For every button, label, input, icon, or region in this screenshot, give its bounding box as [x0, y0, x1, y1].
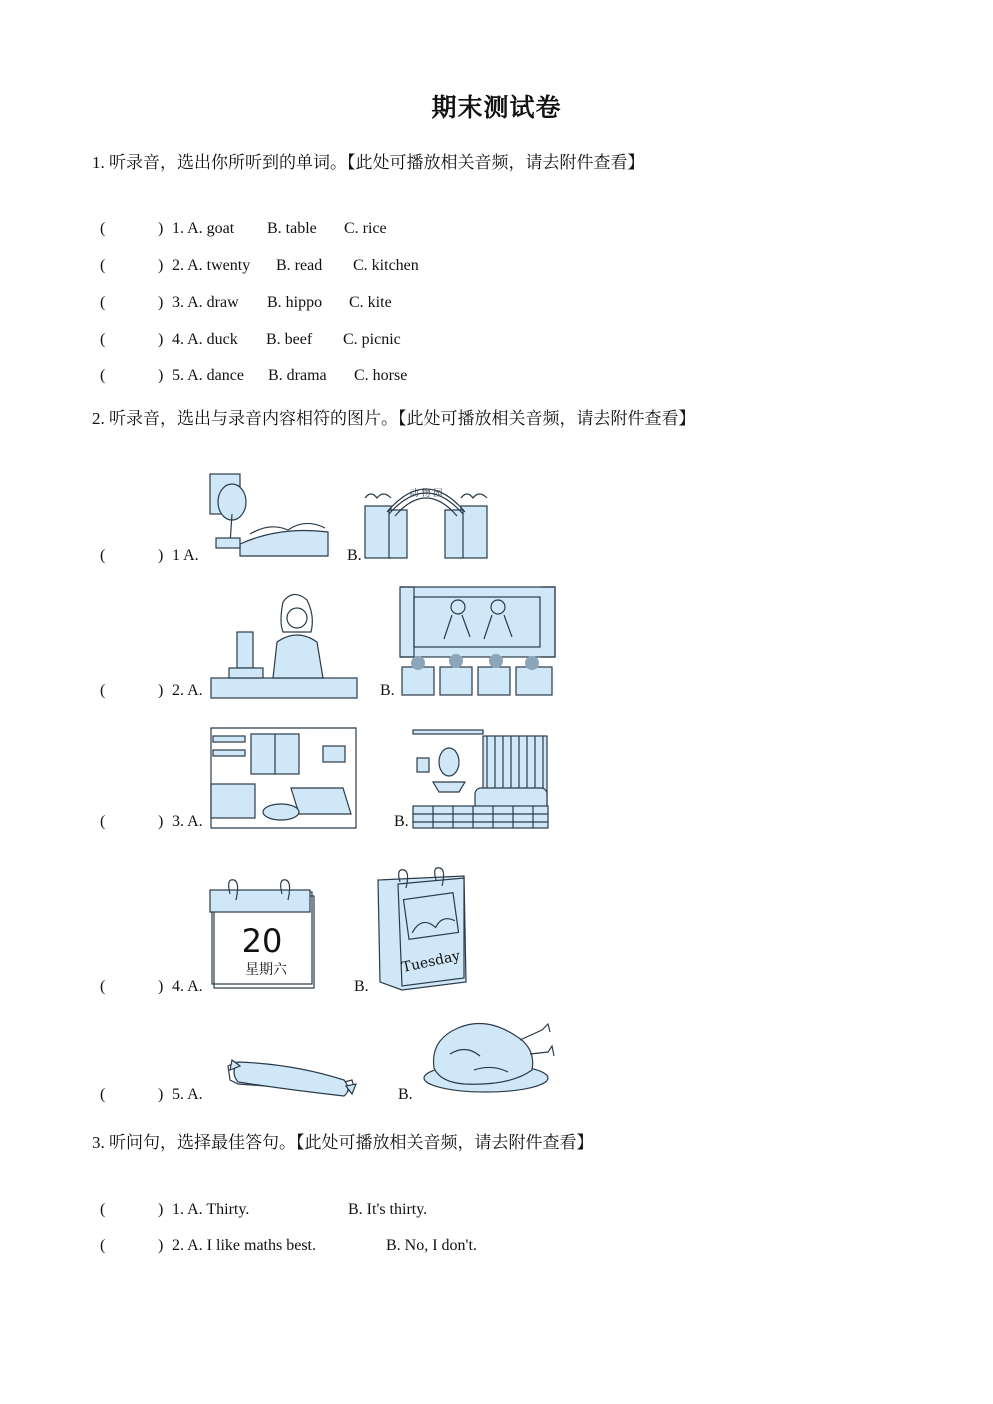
answer-blank-open[interactable]: ( — [100, 547, 106, 564]
s3-item-2: ( ) 2. A. I like maths best. B. No, I don't. — [100, 1237, 477, 1254]
s1-item-3: ( ) 3. A. draw B. hippo C. kite — [100, 294, 392, 311]
s2-item-2: ( ) 2. A. — [100, 682, 203, 699]
bathroom-illustration[interactable] — [413, 728, 548, 828]
s2-item-1-b-label: B. — [347, 547, 362, 564]
s1-item-2: ( ) 2. A. twenty B. read C. kitchen — [100, 257, 419, 274]
s2-item-4: ( ) 4. A. — [100, 978, 203, 995]
scientist-microscope-illustration[interactable] — [211, 592, 357, 698]
s2-item-1: ( ) 1 A. — [100, 547, 199, 564]
s3-item-1: ( ) 1. A. Thirty. B. It's thirty. — [100, 1201, 428, 1218]
calendar-tuesday-text: Tuesday — [400, 948, 462, 976]
s2-item-3-b-label: B. — [394, 813, 409, 830]
zoo-gate-illustration[interactable] — [365, 476, 487, 558]
s2-item-5-b-label: B. — [398, 1086, 413, 1103]
answer-blank-open[interactable]: ( — [100, 257, 106, 274]
answer-blank-open[interactable]: ( — [100, 1201, 106, 1218]
page-title: 期末测试卷 — [431, 95, 562, 122]
calendar-date: 20 — [241, 922, 283, 960]
sausage-illustration[interactable] — [224, 1056, 358, 1102]
s2-item-4-b-label: B. — [354, 978, 369, 995]
s1-item-1: ( ) 1. A. goat B. table C. rice — [100, 220, 387, 237]
bedroom-illustration[interactable] — [211, 728, 356, 828]
answer-blank-open[interactable]: ( — [100, 367, 106, 384]
calendar-tuesday-illustration[interactable] — [376, 870, 468, 992]
section2-heading: 2. 听录音，选出与录音内容相符的图片。【此处可播放相关音频，请去附件查看】 — [92, 409, 696, 428]
zoo-sign-text: 动 物 园 — [409, 489, 443, 499]
s1-item-5: ( ) 5. A. dance B. drama C. horse — [100, 367, 408, 384]
calendar-weekday: 星期六 — [245, 962, 287, 978]
answer-blank-open[interactable]: ( — [100, 813, 106, 830]
answer-blank-open[interactable]: ( — [100, 220, 106, 237]
roast-chicken-illustration[interactable] — [420, 1014, 560, 1094]
section1-heading: 1. 听录音，选出你所听到的单词。【此处可播放相关音频，请去附件查看】 — [92, 153, 645, 172]
answer-blank-open[interactable]: ( — [100, 331, 106, 348]
s1-item-4: ( ) 4. A. duck B. beef C. picnic — [100, 331, 401, 348]
s2-item-3: ( ) 3. A. — [100, 813, 203, 830]
answer-blank-open[interactable]: ( — [100, 294, 106, 311]
calendar-saturday-illustration[interactable] — [210, 878, 318, 990]
section3-heading: 3. 听问句，选择最佳答句。【此处可播放相关音频，请去附件查看】 — [92, 1133, 594, 1152]
park-lake-illustration[interactable] — [210, 474, 330, 560]
s2-item-2-b-label: B. — [380, 682, 395, 699]
s2-item-5: ( ) 5. A. — [100, 1086, 203, 1103]
answer-blank-open[interactable]: ( — [100, 1086, 106, 1103]
answer-blank-open[interactable]: ( — [100, 1237, 106, 1254]
answer-blank-open[interactable]: ( — [100, 978, 106, 995]
theatre-stage-illustration[interactable] — [400, 587, 555, 697]
answer-blank-open[interactable]: ( — [100, 682, 106, 699]
